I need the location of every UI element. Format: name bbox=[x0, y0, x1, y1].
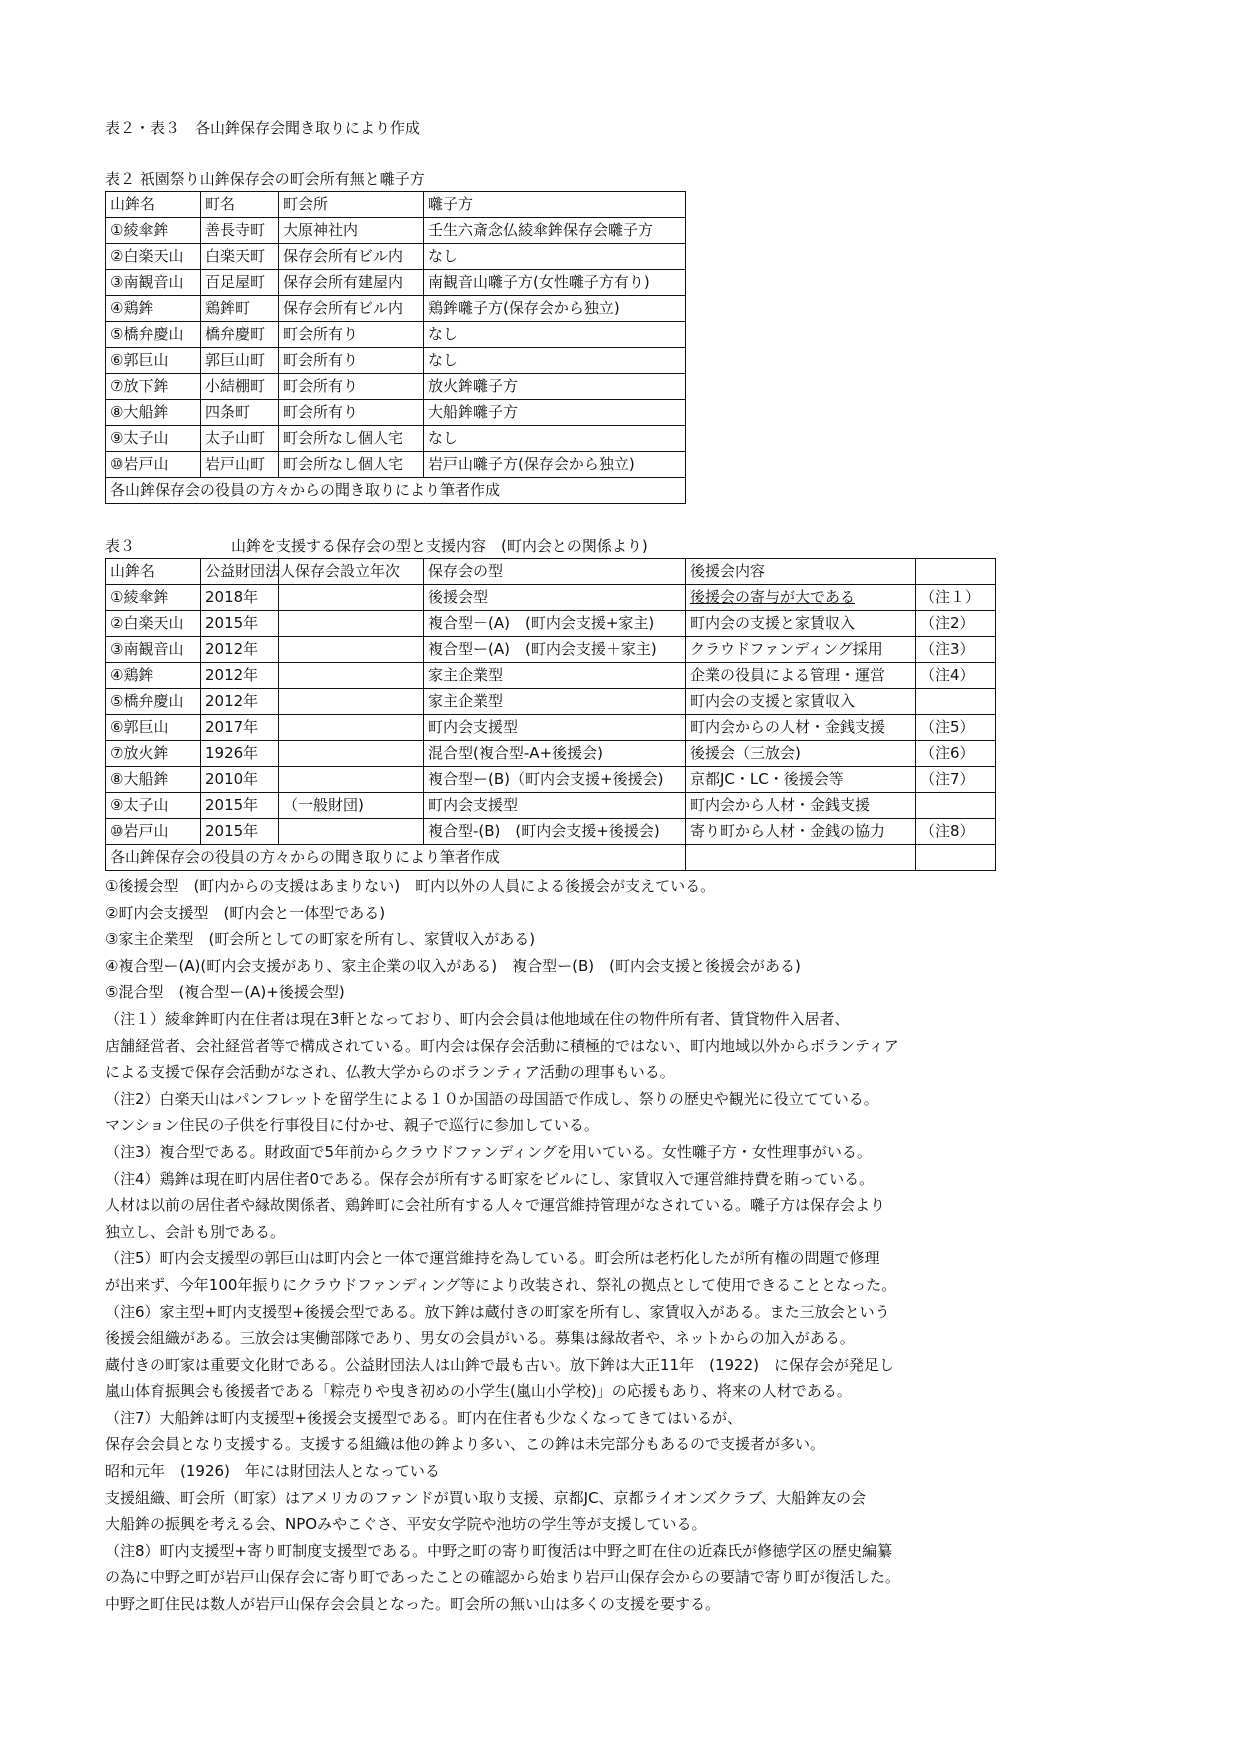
table-row bbox=[106, 400, 686, 426]
table-footer-note: 各山鉾保存会の役員の方々からの聞き取りにより筆者作成 bbox=[106, 845, 686, 871]
table-cell: 町会所なし個人宅 bbox=[279, 426, 424, 452]
table-cell: 2015年 bbox=[201, 793, 279, 819]
note-line: による支援で保存会活動がなされ、仏教大学からのボランティア活動の理事もいる。 bbox=[105, 1063, 675, 1082]
table-cell: （注8） bbox=[916, 819, 996, 845]
table-cell: 家主企業型 bbox=[424, 689, 686, 715]
table-cell bbox=[279, 689, 424, 715]
note-line: （注8）町内支援型+寄り町制度支援型である。中野之町の寄り町復活は中野之町在住の近森氏が修徳学区の歴史編纂 bbox=[105, 1541, 893, 1560]
table-cell: 2018年 bbox=[201, 585, 279, 611]
note-line: 独立し、会計も別である。 bbox=[105, 1222, 286, 1241]
table-cell: 2017年 bbox=[201, 715, 279, 741]
table-cell: ⑦放下鉾 bbox=[106, 374, 201, 400]
table-row bbox=[106, 793, 996, 819]
note-line: ③家主企業型 (町会所としての町家を所有し、家賃収入がある) bbox=[105, 930, 536, 949]
table-cell: 鶏鉾町 bbox=[201, 296, 279, 322]
column-header: 町名 bbox=[201, 192, 279, 218]
table-header-row bbox=[106, 192, 686, 218]
table-cell: （注5） bbox=[916, 715, 996, 741]
table3-caption-label: 表３ bbox=[105, 537, 136, 555]
table-row bbox=[106, 741, 996, 767]
table-cell: （一般財団) bbox=[279, 793, 424, 819]
note-line: 中野之町住民は数人が岩戸山保存会会員となった。町会所の無い山は多くの支援を要する。 bbox=[105, 1595, 721, 1614]
note-line: （注１）綾傘鉾町内在住者は現在3軒となっており、町内会会員は他地域在住の物件所有者、賃貸物件入居者、 bbox=[105, 1009, 850, 1028]
table-cell: ①綾傘鉾 bbox=[106, 218, 201, 244]
table-cell: 京都JC・LC・後援会等 bbox=[686, 767, 916, 793]
note-line: 大船鉾の振興を考える会、NPOみやこぐさ、平安女学院や池坊の学生等が支援している。 bbox=[105, 1515, 707, 1534]
table-cell: 家主企業型 bbox=[424, 663, 686, 689]
table-cell: 町内会支援型 bbox=[424, 715, 686, 741]
table-cell: 郭巨山町 bbox=[201, 348, 279, 374]
table-cell: 町内会からの人材・金銭支援 bbox=[686, 715, 916, 741]
table-row bbox=[106, 767, 996, 793]
table-row bbox=[106, 348, 686, 374]
table-cell: 放火鉾囃子方 bbox=[424, 374, 686, 400]
table-cell: 後援会の寄与が大である bbox=[686, 585, 916, 611]
empty-cell bbox=[916, 845, 996, 871]
column-header: 後援会内容 bbox=[686, 559, 916, 585]
note-line: （注7）大船鉾は町内支援型+後援会支援型である。町内在住者も少なくなってきてはいるが、 bbox=[105, 1408, 743, 1427]
table-cell bbox=[279, 611, 424, 637]
table-row bbox=[106, 689, 996, 715]
table-cell bbox=[279, 715, 424, 741]
table-cell: 橋弁慶町 bbox=[201, 322, 279, 348]
table-cell bbox=[916, 689, 996, 715]
table-cell bbox=[279, 585, 424, 611]
column-header: 町会所 bbox=[279, 192, 424, 218]
table-cell: 町会所有り bbox=[279, 400, 424, 426]
table-cell: 南観音山囃子方(女性囃子方有り) bbox=[424, 270, 686, 296]
table-cell: クラウドファンディング採用 bbox=[686, 637, 916, 663]
table-cell: 後援会（三放会) bbox=[686, 741, 916, 767]
table-cell: 町会所有り bbox=[279, 348, 424, 374]
table-cell: なし bbox=[424, 348, 686, 374]
note-line: 後援会組織がある。三放会は実働部隊であり、男女の会員がいる。募集は縁故者や、ネットからの加入がある。 bbox=[105, 1329, 855, 1348]
table-cell: 2015年 bbox=[201, 819, 279, 845]
table-cell: ⑦放火鉾 bbox=[106, 741, 201, 767]
table-cell: 町内会の支援と家賃収入 bbox=[686, 611, 916, 637]
note-line: （注4）鶏鉾は現在町内居住者0である。保存会が所有する町家をビルにし、家賃収入で運営維持費を賄っている。 bbox=[105, 1169, 875, 1188]
table-cell: 混合型(複合型-A+後援会) bbox=[424, 741, 686, 767]
table-cell: 保存会所有ビル内 bbox=[279, 296, 424, 322]
table-cell: 大船鉾囃子方 bbox=[424, 400, 686, 426]
column-header: 囃子方 bbox=[424, 192, 686, 218]
table-cell: ⑥郭巨山 bbox=[106, 348, 201, 374]
notes-section bbox=[105, 873, 1135, 1618]
note-line: が出来ず、今年100年振りにクラウドファンディング等により改装され、祭礼の拠点として使用できることとなった。 bbox=[105, 1275, 897, 1294]
note-line: ①後援会型 (町内からの支援はあまりない) 町内以外の人員による後援会が支えている。 bbox=[105, 877, 716, 895]
table-cell: ⑨太子山 bbox=[106, 426, 201, 452]
table-cell: 白楽天町 bbox=[201, 244, 279, 270]
table-cell: 百足屋町 bbox=[201, 270, 279, 296]
column-header: 公益財団法人保存会設立年次 bbox=[201, 559, 279, 585]
table-cell: ⑤橋弁慶山 bbox=[106, 322, 201, 348]
table-cell: ④鶏鉾 bbox=[106, 663, 201, 689]
table-cell: 岩戸山囃子方(保存会から独立) bbox=[424, 452, 686, 478]
table-cell: 保存会所有ビル内 bbox=[279, 244, 424, 270]
note-line: 嵐山体育振興会も後援者である「粽売りや曳き初めの小学生(嵐山小学校)」の応援もあり、将来の人材である。 bbox=[105, 1382, 852, 1401]
table-cell bbox=[279, 819, 424, 845]
table-row bbox=[106, 244, 686, 270]
table-cell: 町会所なし個人宅 bbox=[279, 452, 424, 478]
note-line: 支援組織、町会所（町家）はアメリカのファンドが買い取り支援、京都JC、京都ライオンズクラブ、大船鉾友の会 bbox=[105, 1488, 867, 1507]
table-cell: 2010年 bbox=[201, 767, 279, 793]
note-line: 昭和元年 (1926) 年には財団法人となっている bbox=[105, 1462, 440, 1481]
table-cell: 複合型-(B) (町内会支援+後援会) bbox=[424, 819, 686, 845]
table-cell: （注4） bbox=[916, 663, 996, 689]
note-line: （注6）家主型+町内支援型+後援会型である。放下鉾は蔵付きの町家を所有し、家賃収入がある。また三放会という bbox=[105, 1302, 890, 1321]
column-header: 山鉾名 bbox=[106, 192, 201, 218]
table-cell: （注3） bbox=[916, 637, 996, 663]
column-header bbox=[916, 559, 996, 585]
table3-caption bbox=[105, 534, 1135, 558]
note-line: （注3）複合型である。財政面で5年前からクラウドファンディングを用いている。女性囃子方・女性理事がいる。 bbox=[105, 1142, 872, 1161]
note-line: ⑤混合型 (複合型ー(A)+後援会型) bbox=[105, 983, 345, 1002]
table-cell: 後援会型 bbox=[424, 585, 686, 611]
table-cell: ⑩岩戸山 bbox=[106, 819, 201, 845]
table-footer-row bbox=[106, 845, 996, 871]
table-row bbox=[106, 426, 686, 452]
table-cell: 町内会の支援と家賃収入 bbox=[686, 689, 916, 715]
table-cell: ⑥郭巨山 bbox=[106, 715, 201, 741]
table-row bbox=[106, 270, 686, 296]
table-cell: ③南観音山 bbox=[106, 637, 201, 663]
table-cell: 1926年 bbox=[201, 741, 279, 767]
table-cell: ②白楽天山 bbox=[106, 611, 201, 637]
table-row bbox=[106, 637, 996, 663]
table-cell: 2015年 bbox=[201, 611, 279, 637]
empty-cell bbox=[686, 845, 916, 871]
document-page bbox=[105, 115, 1135, 1618]
table-row bbox=[106, 715, 996, 741]
table-cell bbox=[279, 767, 424, 793]
note-line: 蔵付きの町家は重要文化財である。公益財団法人は山鉾で最も古い。放下鉾は大正11年 (1922) に保存会が発足し bbox=[105, 1355, 894, 1374]
table-cell: 町内会支援型 bbox=[424, 793, 686, 819]
table-cell: ①綾傘鉾 bbox=[106, 585, 201, 611]
table-cell: 複合型－(A) (町内会支援+家主) bbox=[424, 611, 686, 637]
note-line: 人材は以前の居住者や縁故関係者、鶏鉾町に会社所有する人々で運営維持管理がなされている。囃子方は保存会より bbox=[105, 1196, 886, 1215]
table3-caption-title: 山鉾を支援する保存会の型と支援内容 (町内会との関係より) bbox=[231, 537, 648, 555]
table-cell: （注7） bbox=[916, 767, 996, 793]
note-line: マンション住民の子供を行事役目に付かせ、親子で巡行に参加している。 bbox=[105, 1116, 599, 1135]
table-cell bbox=[279, 741, 424, 767]
table-row bbox=[106, 819, 996, 845]
table-cell: 岩戸山町 bbox=[201, 452, 279, 478]
table-cell: 町会所有り bbox=[279, 322, 424, 348]
table-cell: 壬生六斎念仏綾傘鉾保存会囃子方 bbox=[424, 218, 686, 244]
table-cell bbox=[279, 637, 424, 663]
table-footer-note: 各山鉾保存会の役員の方々からの聞き取りにより筆者作成 bbox=[106, 478, 686, 504]
table-cell: ③南観音山 bbox=[106, 270, 201, 296]
table-cell: なし bbox=[424, 244, 686, 270]
table-cell: （注１） bbox=[916, 585, 996, 611]
table-cell: 寄り町から人材・金銭の協力 bbox=[686, 819, 916, 845]
note-line: （注2）白楽天山はパンフレットを留学生による１０か国語の母国語で作成し、祭りの歴史や観光に役立てている。 bbox=[105, 1089, 879, 1108]
table-cell: なし bbox=[424, 322, 686, 348]
table-row bbox=[106, 452, 686, 478]
note-line: ②町内会支援型 (町内会と一体型である) bbox=[105, 903, 386, 922]
table-cell bbox=[279, 663, 424, 689]
table-cell: 複合型ー(B)（町内会支援+後援会) bbox=[424, 767, 686, 793]
table-row bbox=[106, 585, 996, 611]
table-footer-row bbox=[106, 478, 686, 504]
table-cell: 2012年 bbox=[201, 689, 279, 715]
table-row bbox=[106, 663, 996, 689]
table-cell: ⑧大船鉾 bbox=[106, 767, 201, 793]
table-row bbox=[106, 611, 996, 637]
table-cell: ⑩岩戸山 bbox=[106, 452, 201, 478]
table-cell: ②白楽天山 bbox=[106, 244, 201, 270]
table-cell: 鶏鉾囃子方(保存会から独立) bbox=[424, 296, 686, 322]
note-line: （注5）町内会支援型の郭巨山は町内会と一体で運営維持を為している。町会所は老朽化したが所有権の問題で修理 bbox=[105, 1249, 880, 1268]
table-cell: 善長寺町 bbox=[201, 218, 279, 244]
table-cell: 2012年 bbox=[201, 637, 279, 663]
table-cell: 町内会から人材・金銭支援 bbox=[686, 793, 916, 819]
table2 bbox=[105, 191, 686, 504]
table-cell: 2012年 bbox=[201, 663, 279, 689]
table-cell: 小結棚町 bbox=[201, 374, 279, 400]
table-cell: 太子山町 bbox=[201, 426, 279, 452]
table-cell: 企業の役員による管理・運営 bbox=[686, 663, 916, 689]
note-line: の為に中野之町が岩戸山保存会に寄り町であったことの確認から始まり岩戸山保存会からの要請で寄り町が復活した。 bbox=[105, 1568, 900, 1587]
table-cell: ⑤橋弁慶山 bbox=[106, 689, 201, 715]
note-line: 保存会会員となり支援する。支援する組織は他の鉾より多い、この鉾は未完部分もあるので支援者が多い。 bbox=[105, 1435, 826, 1454]
document-header: 表２・表３ 各山鉾保存会聞き取りにより作成 bbox=[105, 119, 421, 137]
table-cell: 保存会所有建屋内 bbox=[279, 270, 424, 296]
table-cell: ⑨太子山 bbox=[106, 793, 201, 819]
table-cell: （注2） bbox=[916, 611, 996, 637]
table-cell: なし bbox=[424, 426, 686, 452]
table-cell: ⑧大船鉾 bbox=[106, 400, 201, 426]
table-cell: （注6） bbox=[916, 741, 996, 767]
table-cell: 複合型ー(A) (町内会支援＋家主) bbox=[424, 637, 686, 663]
note-line: ④複合型ー(A)(町内会支援があり、家主企業の収入がある) 複合型ー(B) (町内会支援と後援会がある) bbox=[105, 956, 801, 975]
table-cell: ④鶏鉾 bbox=[106, 296, 201, 322]
table-row bbox=[106, 322, 686, 348]
table-cell: 大原神社内 bbox=[279, 218, 424, 244]
table-cell: 町会所有り bbox=[279, 374, 424, 400]
table3 bbox=[105, 558, 996, 871]
column-header: 保存会の型 bbox=[424, 559, 686, 585]
column-header: 山鉾名 bbox=[106, 559, 201, 585]
note-line: 店舗経営者、会社経営者等で構成されている。町内会は保存会活動に積極的ではない、町内地域以外からボランティア bbox=[105, 1036, 899, 1055]
table-cell bbox=[916, 793, 996, 819]
table-row bbox=[106, 374, 686, 400]
table-header-row bbox=[106, 559, 996, 585]
table2-caption: 表２ 祇園祭り山鉾保存会の町会所有無と囃子方 bbox=[105, 170, 425, 188]
table-cell: 四条町 bbox=[201, 400, 279, 426]
table-row bbox=[106, 218, 686, 244]
table-row bbox=[106, 296, 686, 322]
